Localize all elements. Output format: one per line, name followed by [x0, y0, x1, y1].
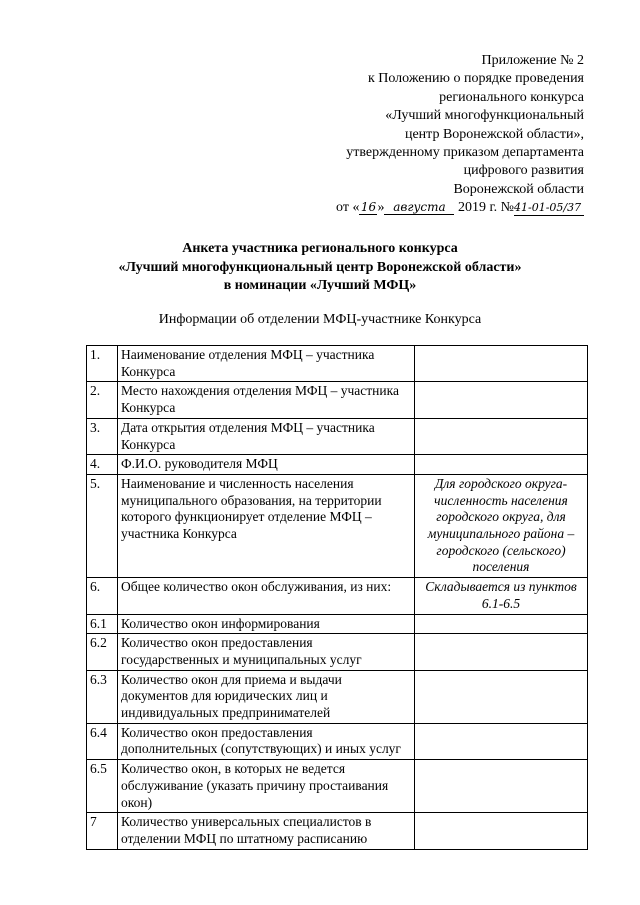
row-name: Ф.И.О. руководителя МФЦ	[118, 455, 415, 475]
questionnaire-table	[86, 345, 588, 850]
row-name: Место нахождения отделения МФЦ – участника Конкурса	[118, 382, 415, 418]
row-name: Количество окон информирования	[118, 614, 415, 634]
row-number: 6.4	[87, 723, 118, 759]
row-name: Наименование отделения МФЦ – участника Конкурса	[118, 346, 415, 382]
row-value-cell[interactable]	[415, 382, 588, 418]
date-mid: »	[377, 200, 385, 216]
row-note: Складывается из пунктов 6.1-6.5	[415, 578, 588, 614]
row-number: 6.3	[87, 670, 118, 723]
annex-header	[336, 52, 584, 218]
row-name: Дата открытия отделения МФЦ – участника Конкурса	[118, 418, 415, 454]
title-line: Анкета участника регионального конкурса	[182, 241, 458, 256]
row-value-cell[interactable]	[415, 346, 588, 382]
row-value-cell[interactable]	[415, 813, 588, 849]
document-title	[0, 240, 640, 296]
row-name: Количество окон, в которых не ведется обслуживание (указать причину простаивания окон)	[118, 760, 415, 813]
row-name: Наименование и численность населения муниципального образования, на территории которого функционирует отделение МФЦ – участника Конкурса	[118, 474, 415, 577]
row-number: 6.1	[87, 614, 118, 634]
date-prefix: от «	[336, 200, 360, 216]
table-row	[87, 455, 588, 475]
table-row	[87, 578, 588, 614]
number-prefix: №	[500, 200, 514, 216]
title-line: «Лучший многофункциональный центр Воронежской области»	[118, 259, 522, 275]
table-row	[87, 418, 588, 454]
table-row	[87, 634, 588, 670]
table-row	[87, 346, 588, 382]
annex-line: центр Воронежской области»,	[404, 126, 584, 142]
table-row	[87, 760, 588, 813]
table-row	[87, 813, 588, 849]
number-value-handwritten: 41-01-05/37	[514, 201, 584, 216]
row-name: Количество универсальных специалистов в отделении МФЦ по штатному расписанию	[118, 813, 415, 849]
annex-line: цифрового развития	[463, 163, 584, 179]
annex-line: Воронежской области	[453, 181, 584, 197]
row-note: Для городского округа- численность населения городского округа, для муниципального района – городского (сельского) поселения	[415, 474, 588, 577]
document-subtitle: Информации об отделении МФЦ-участнике Конкурса	[158, 312, 482, 327]
date-year: 2019 г.	[457, 200, 498, 216]
row-value-cell[interactable]	[415, 418, 588, 454]
annex-date-line	[336, 199, 584, 217]
row-value-cell[interactable]	[415, 455, 588, 475]
row-number: 7	[87, 813, 118, 849]
table-row	[87, 670, 588, 723]
annex-line: Приложение № 2	[481, 53, 584, 68]
row-number: 6.	[87, 578, 118, 614]
row-name: Общее количество окон обслуживания, из них:	[118, 578, 415, 614]
table-row	[87, 723, 588, 759]
annex-line: «Лучший многофункциональный	[385, 108, 584, 124]
annex-line: к Положению о порядке проведения	[367, 71, 584, 87]
row-name: Количество окон для приема и выдачи документов для юридических лиц и индивидуальных предпринимателей	[118, 670, 415, 723]
row-number: 2.	[87, 382, 118, 418]
row-value-cell[interactable]	[415, 670, 588, 723]
row-value-cell[interactable]	[415, 723, 588, 759]
annex-line: утвержденному приказом департамента	[346, 145, 584, 161]
row-number: 5.	[87, 474, 118, 577]
row-name: Количество окон предоставления дополнительных (сопутствующих) и иных услуг	[118, 723, 415, 759]
row-value-cell[interactable]	[415, 634, 588, 670]
row-number: 3.	[87, 418, 118, 454]
row-number: 6.2	[87, 634, 118, 670]
date-day-handwritten: 16	[360, 200, 377, 215]
date-month-handwritten: августа	[384, 200, 454, 215]
row-number: 6.5	[87, 760, 118, 813]
table-row	[87, 614, 588, 634]
row-value-cell[interactable]	[415, 614, 588, 634]
table-row	[87, 474, 588, 577]
row-name: Количество окон предоставления государственных и муниципальных услуг	[118, 634, 415, 670]
row-number: 1.	[87, 346, 118, 382]
title-line: в номинации «Лучший МФЦ»	[223, 278, 417, 293]
table-row	[87, 382, 588, 418]
annex-line: регионального конкурса	[439, 89, 584, 105]
row-number: 4.	[87, 455, 118, 475]
row-value-cell[interactable]	[415, 760, 588, 813]
